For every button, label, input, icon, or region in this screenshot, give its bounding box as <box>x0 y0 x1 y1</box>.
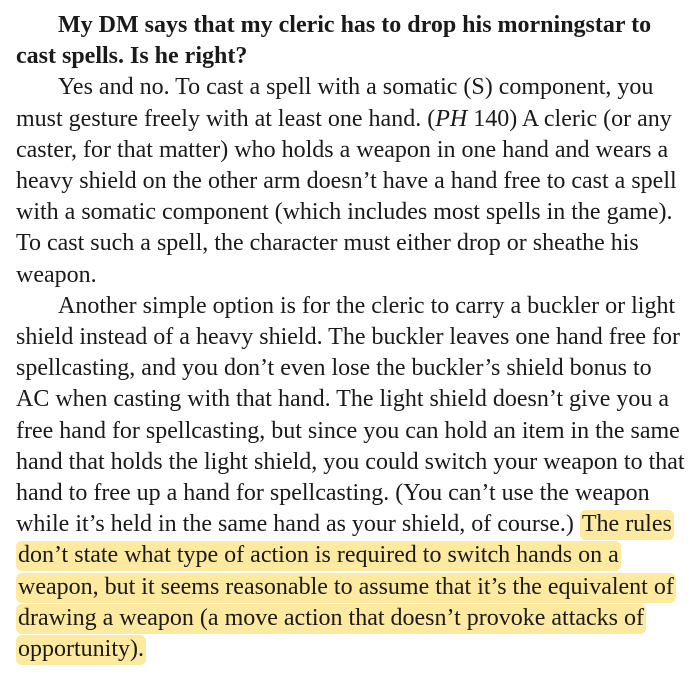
answer-paragraph-1 <box>16 72 688 290</box>
highlighted-text: The rules don’t state what type of action is required to switch hands on a weapon, but it seems reasonable to assume that it’s the equivalent of drawing a weapon (a move action that doesn’t provoke attacks of opportunity). <box>16 510 676 665</box>
question-heading: My DM says that my cleric has to drop his morningstar to cast spells. Is he right? <box>16 12 652 70</box>
paragraph-2-text: Another simple option is for the cleric to carry a buckler or light shield instead of a heavy shield. The buckler leaves one hand free for spellcasting, and you don’t even lose the buckler’s shield bonus to AC when casting with that hand. The light shield doesn’t give you a free hand for spellcasting, but since you can hold an item in the same hand that holds the light shield, you could switch your weapon to that hand to free up a hand for spellcasting. (You can’t use the weapon while it’s held in the same hand as your shield, of course.) <box>16 292 685 538</box>
paragraph-1-text-b: 140) A cleric (or any caster, for that matter) who holds a weapon in one hand and wears a heavy shield on the other arm doesn’t have a hand free to cast a spell with a somatic component (which includes most spells in the game). To cast such a spell, the character must either drop or sheathe his weapon. <box>16 105 677 288</box>
answer-paragraph-2 <box>16 291 688 665</box>
paragraph-1-text-a: Yes and no. To cast a spell with a somatic (S) component, you must gesture freely with at least one hand. ( <box>16 74 654 132</box>
book-reference: PH <box>435 105 468 132</box>
